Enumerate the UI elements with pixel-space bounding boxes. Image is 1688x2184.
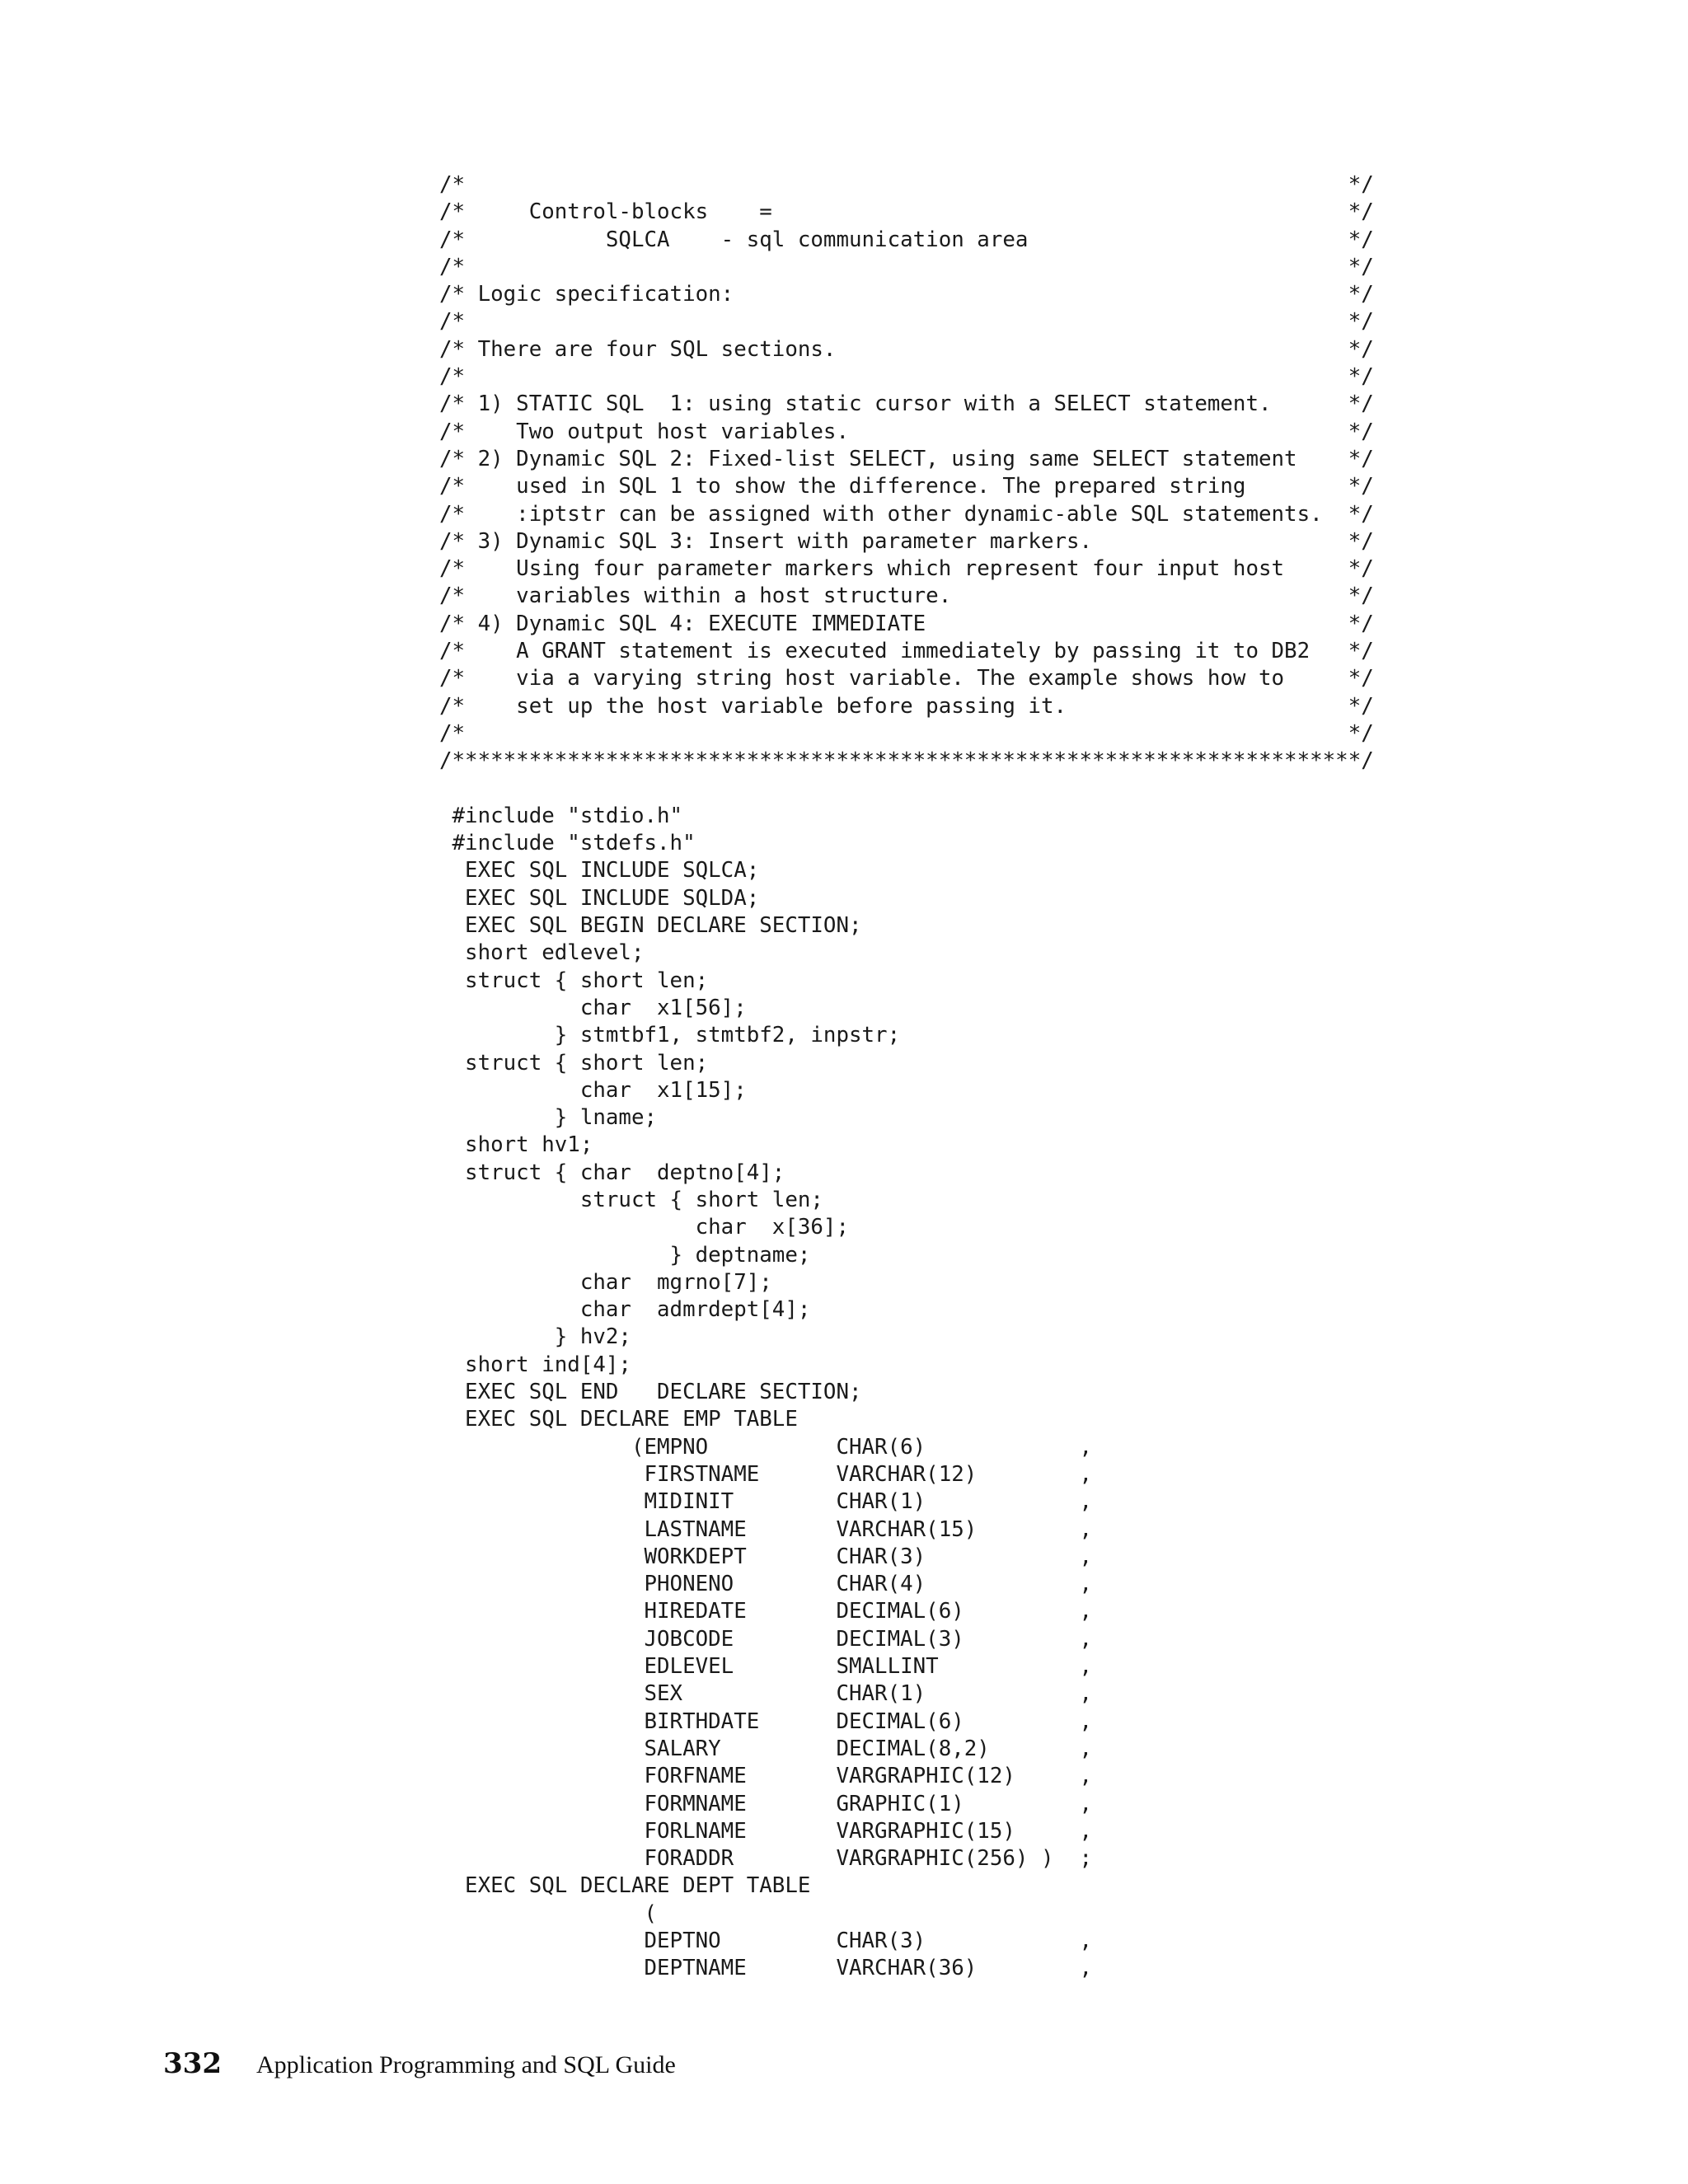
code-line: char x[36]; (439, 1215, 849, 1240)
code-line: short hv1; (439, 1132, 593, 1158)
code-line: struct { short len; (439, 968, 709, 993)
code-line: char x1[15]; (439, 1077, 747, 1103)
code-line: struct { char deptno[4]; (439, 1160, 785, 1185)
code-line: /* */ (439, 364, 1374, 390)
code-line: SEX CHAR(1) , (439, 1681, 1093, 1707)
code-line: char admrdept[4]; (439, 1297, 811, 1323)
code-line: /* SQLCA - sql communication area */ (439, 227, 1374, 252)
code-line: DEPTNO CHAR(3) , (439, 1929, 1093, 1953)
code-line: } hv2; (439, 1324, 631, 1350)
code-line: FORMNAME GRAPHIC(1) , (439, 1791, 1093, 1816)
code-line: /* 4) Dynamic SQL 4: EXECUTE IMMEDIATE */ (439, 611, 1374, 636)
code-line: /* A GRANT statement is executed immediately by passing it to DB2 */ (439, 639, 1374, 664)
code-line: (EMPNO CHAR(6) , (439, 1434, 1093, 1460)
code-line: } lname; (439, 1105, 658, 1131)
code-line: EXEC SQL INCLUDE SQLDA; (439, 885, 760, 911)
code-line: JOBCODE DECIMAL(3) , (439, 1626, 1093, 1652)
code-line: ( (439, 1900, 658, 1926)
code-line: EXEC SQL END DECLARE SECTION; (439, 1380, 862, 1405)
code-line: /* Logic specification: */ (439, 282, 1374, 307)
code-line: /* There are four SQL sections. */ (439, 336, 1374, 362)
code-line: HIREDATE DECIMAL(6) , (439, 1599, 1093, 1624)
page-footer (163, 2047, 676, 2088)
code-line: /* variables within a host structure. */ (439, 583, 1374, 609)
code-line: BIRTHDATE DECIMAL(6) , (439, 1708, 1093, 1734)
code-listing (439, 171, 1374, 1983)
code-line: /* */ (439, 172, 1374, 197)
code-line: /* */ (439, 309, 1374, 335)
code-line: /* Control-blocks = */ (439, 199, 1374, 225)
code-line: char x1[56]; (439, 995, 747, 1020)
code-line: /* Using four parameter markers which represent four input host */ (439, 556, 1374, 582)
code-line: char mgrno[7]; (439, 1269, 772, 1295)
code-line: /***********************************************************************/ (439, 748, 1374, 774)
code-line: FORFNAME VARGRAPHIC(12) , (439, 1764, 1093, 1789)
code-line: /* used in SQL 1 to show the difference. The prepared string */ (439, 474, 1374, 499)
code-line: EXEC SQL DECLARE EMP TABLE (439, 1407, 798, 1432)
code-line: /* via a varying string host variable. The example shows how to */ (439, 666, 1374, 691)
code-line: FORADDR VARGRAPHIC(256) ) ; (439, 1846, 1093, 1872)
code-line: } stmtbf1, stmtbf2, inpstr; (439, 1023, 901, 1048)
code-line: /* :iptstr can be assigned with other dynamic-able SQL statements. */ (439, 501, 1374, 527)
code-line: /* */ (439, 254, 1374, 279)
code-line: FORLNAME VARGRAPHIC(15) , (439, 1818, 1093, 1844)
code-line: #include "stdio.h" (439, 803, 683, 828)
code-line: EDLEVEL SMALLINT , (439, 1654, 1093, 1680)
page-number: 332 (163, 2047, 222, 2080)
code-line: struct { short len; (439, 1187, 823, 1212)
book-title: Application Programming and SQL Guide (256, 2051, 676, 2079)
code-line: /* */ (439, 720, 1374, 746)
code-line: PHONENO CHAR(4) , (439, 1572, 1093, 1597)
code-line: SALARY DECIMAL(8,2) , (439, 1736, 1093, 1761)
code-line: #include "stdefs.h" (439, 831, 696, 856)
code-line: short ind[4]; (439, 1352, 631, 1377)
code-line: LASTNAME VARCHAR(15) , (439, 1516, 1093, 1542)
code-line: /* 1) STATIC SQL 1: using static cursor with a SELECT statement. */ (439, 391, 1374, 417)
code-line: /* Two output host variables. */ (439, 419, 1374, 444)
code-line: struct { short len; (439, 1050, 709, 1076)
code-line: FIRSTNAME VARCHAR(12) , (439, 1461, 1093, 1487)
code-line: short edlevel; (439, 940, 645, 966)
code-line: /* set up the host variable before passing it. */ (439, 693, 1374, 719)
code-line: /* 3) Dynamic SQL 3: Insert with parameter markers. */ (439, 528, 1374, 554)
code-line: MIDINIT CHAR(1) , (439, 1489, 1093, 1515)
code-line: EXEC SQL BEGIN DECLARE SECTION; (439, 913, 862, 939)
code-line: DEPTNAME VARCHAR(36) , (439, 1956, 1093, 1981)
code-line: } deptname; (439, 1242, 811, 1268)
code-line: EXEC SQL DECLARE DEPT TABLE (439, 1873, 811, 1899)
code-line: EXEC SQL INCLUDE SQLCA; (439, 858, 760, 883)
code-line: WORKDEPT CHAR(3) , (439, 1544, 1093, 1569)
code-line: /* 2) Dynamic SQL 2: Fixed-list SELECT, using same SELECT statement */ (439, 446, 1374, 471)
